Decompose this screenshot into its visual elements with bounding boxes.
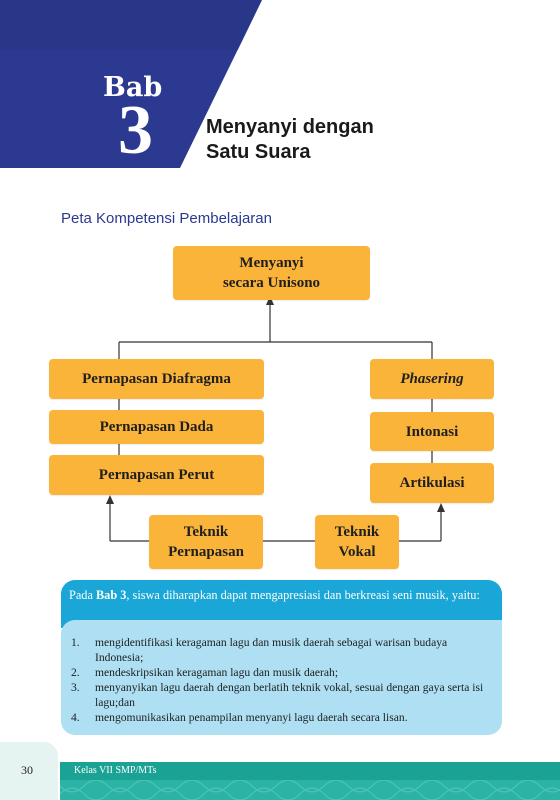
map-node-pernapasan-perut: Pernapasan Perut	[49, 455, 264, 495]
list-item-number: 4.	[71, 711, 80, 724]
list-item-text: mengidentifikasi keragaman lagu dan musik daerah sebagai warisan budaya Indonesia;	[95, 636, 448, 664]
map-node-root	[173, 246, 370, 300]
footer-pattern	[60, 780, 560, 800]
learning-objectives-intro	[61, 580, 502, 603]
map-node-intonasi: Intonasi	[370, 412, 494, 451]
map-node-teknik-vokal	[315, 515, 399, 569]
book-label: Kelas VII SMP/MTs	[74, 765, 157, 776]
chapter-label: Bab	[103, 72, 163, 103]
chapter-title-line1: Menyanyi dengan	[206, 116, 374, 138]
section-title: Peta Kompetensi Pembelajaran	[61, 210, 272, 227]
map-node-artikulasi: Artikulasi	[370, 463, 494, 503]
list-item-number: 3.	[71, 681, 80, 694]
map-node-pernapasan-dada: Pernapasan Dada	[49, 410, 264, 444]
map-node-phasering: Phasering	[370, 359, 494, 399]
learning-objectives-body	[61, 620, 502, 735]
map-node-teknik-pernapasan-line1: Teknik	[183, 524, 229, 540]
chapter-title-line2: Satu Suara	[206, 141, 311, 163]
list-item	[71, 680, 492, 710]
map-node-teknik-pernapasan-line2: Pernapasan	[168, 544, 244, 560]
map-node-root-line2: secara Unisono	[222, 275, 321, 291]
list-item-number: 2.	[71, 666, 80, 679]
intro-text-bold: Bab 3	[95, 588, 127, 602]
map-node-teknik-pernapasan	[149, 515, 263, 569]
chapter-title	[206, 115, 374, 165]
chapter-number: 3	[118, 92, 153, 169]
map-node-pernapasan-diafragma: Pernapasan Diafragma	[49, 359, 264, 399]
map-node-teknik-vokal-line2: Vokal	[338, 544, 376, 560]
intro-text-pre: Pada	[69, 588, 96, 602]
map-node-teknik-vokal-line1: Teknik	[334, 524, 380, 540]
page-number: 30	[21, 763, 33, 777]
list-item-number: 1.	[71, 636, 80, 649]
list-item-text: mendeskripsikan keragaman lagu dan musik daerah;	[95, 666, 339, 679]
list-item-text: mengomunikasikan penampilan menyanyi lagu daerah secara lisan.	[95, 711, 408, 724]
list-item	[71, 635, 492, 665]
list-item	[71, 665, 492, 680]
list-item	[71, 710, 492, 725]
map-node-root-line1: Menyanyi	[239, 255, 304, 271]
intro-text-post: , siswa diharapkan dapat mengapresiasi dan berkreasi seni musik, yaitu:	[126, 588, 480, 602]
objectives-list	[61, 620, 502, 725]
learning-objectives-box	[61, 580, 502, 735]
list-item-text: menyanyikan lagu daerah dengan berlatih teknik vokal, sesuai dengan gaya serta isi lagu;dan	[95, 681, 484, 709]
